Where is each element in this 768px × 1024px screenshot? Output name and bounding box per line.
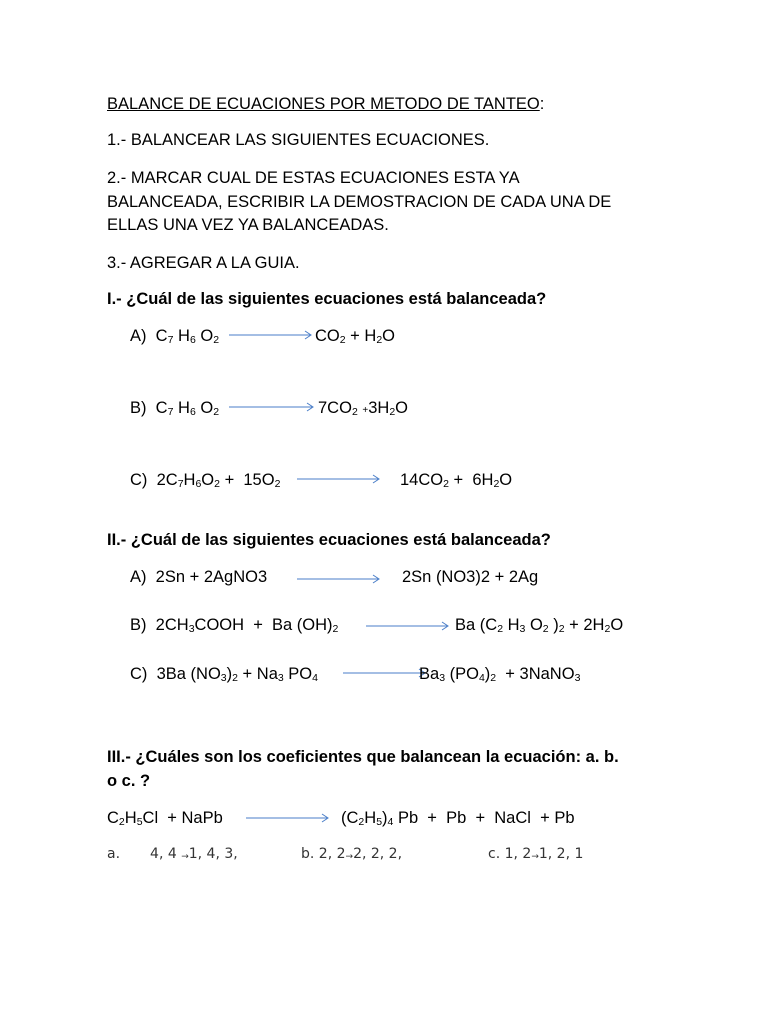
q2-b-arrow-icon — [366, 621, 450, 631]
q2-option-c: C) 3Ba $(NO_3)_2 + Na_3$ $PO_4$ — [130, 665, 318, 684]
q3-reactants: $C_2H_5Cl$ + NaPb — [107, 809, 223, 828]
q3-option-b — [301, 846, 402, 862]
q3-a-left: 4, 4 — [150, 846, 177, 862]
q1-c-arrow-icon — [297, 474, 381, 484]
q2-a-products: 2Sn (NO3)2 + 2Ag — [402, 568, 539, 586]
title-colon: : — [539, 95, 545, 113]
q3-b-right: 2, 2, 2, — [353, 846, 403, 862]
q2-c-arrow-icon — [343, 668, 427, 678]
question-3-heading-line-2: o c. ? — [107, 772, 151, 790]
q1-b-products: $7CO_2 +3H_2O$ — [318, 399, 408, 418]
q2-b-label: B) — [130, 616, 147, 634]
q2-option-a — [130, 567, 267, 587]
q3-a-right: 1, 4, 3, — [188, 846, 238, 862]
document-title-line — [107, 94, 544, 114]
q3-c-left: c. 1, 2 — [488, 846, 532, 862]
question-3-heading-line-1: III.- ¿Cuáles son los coeficientes que balancean la ecuación: a. b. — [107, 748, 619, 766]
document-title: BALANCE DE ECUACIONES POR METODO DE TANTEO — [107, 95, 540, 113]
q3-c-arrow-icon: → — [531, 852, 539, 862]
question-1-heading: I.- ¿Cuál de las siguientes ecuaciones está balanceada? — [107, 290, 547, 308]
q3-products: $(C_2H_5)_4$ Pb + Pb + NaCl + Pb — [341, 809, 575, 828]
q2-a-label: A) — [130, 568, 147, 586]
q1-a-label: A) — [130, 327, 147, 345]
q2-a-reactants: 2Sn + 2AgNO3 — [155, 568, 268, 586]
q2-a-arrow-icon — [297, 574, 381, 584]
instruction-2-line-3: ELLAS UNA VEZ YA BALANCEADAS. — [107, 216, 389, 234]
q1-a-arrow-icon — [229, 330, 313, 340]
q1-b-arrow-icon — [229, 402, 315, 412]
q3-a-label: a. — [107, 846, 121, 862]
q1-option-a: A) $C_7$ $H_6$ $O_2$ — [130, 327, 220, 346]
q3-arrow-icon — [246, 813, 330, 823]
instruction-1: 1.- BALANCEAR LAS SIGUIENTES ECUACIONES. — [107, 131, 490, 149]
q1-c-label: C) — [130, 471, 148, 489]
instruction-2-line-2: BALANCEADA, ESCRIBIR LA DEMOSTRACION DE CADA UNA DE — [107, 193, 612, 211]
q1-c-products: $14CO_2 + 6H_2O$ — [400, 471, 513, 490]
q2-c-products: $Ba_3$ $(PO_4)_2$ + 3NaNO$_3$ — [419, 665, 581, 684]
q3-b-arrow-icon: → — [345, 852, 354, 862]
q1-a-products: $CO_2 + H_2O$ — [315, 327, 396, 346]
q2-option-b: B) $2CH_3COOH + Ba$ $(OH)_2$ — [130, 616, 339, 635]
instruction-2-line-1: 2.- MARCAR CUAL DE ESTAS ECUACIONES ESTA YA — [107, 169, 520, 187]
q1-b-label: B) — [130, 399, 147, 417]
q3-option-a — [107, 846, 238, 862]
q3-option-c — [488, 846, 583, 862]
q1-option-b: B) $C_7$ $H_6$ $O_2$ — [130, 399, 220, 418]
q3-c-right: 1, 2, 1 — [538, 846, 584, 862]
q2-c-label: C) — [130, 665, 148, 683]
q1-option-c: C) $2C_7H_6O_2 + 15O_2$ — [130, 471, 281, 490]
q2-b-products: Ba ($C_2$ $H_3$ $O_2$ )$_2 + 2H_2O$ — [455, 616, 624, 635]
q3-b-left: b. 2, 2 — [301, 846, 346, 862]
q3-a-arrow-icon: → — [181, 852, 189, 862]
question-2-heading: II.- ¿Cuál de las siguientes ecuaciones está balanceada? — [107, 531, 551, 549]
instruction-3: 3.- AGREGAR A LA GUIA. — [107, 254, 300, 272]
